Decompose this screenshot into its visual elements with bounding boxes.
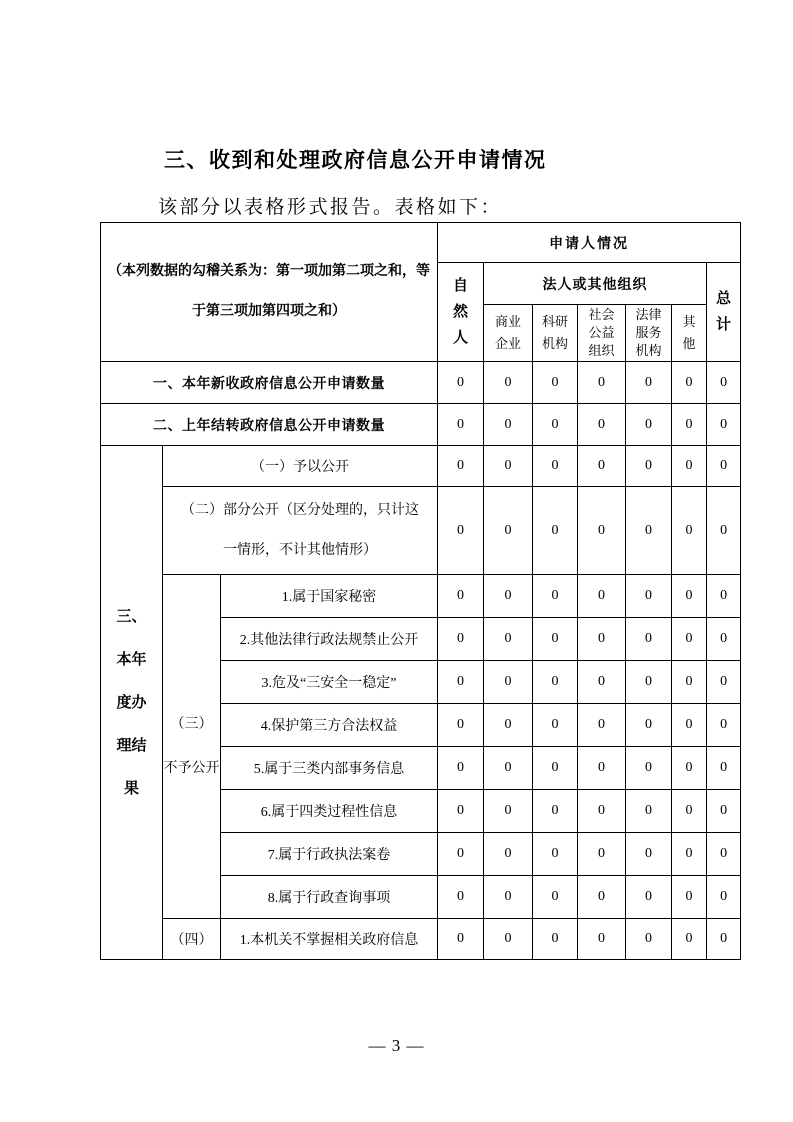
value-cell: 0 — [578, 876, 626, 919]
header-row-1 — [101, 223, 741, 263]
value-cell: 0 — [672, 362, 707, 404]
value-cell: 0 — [438, 446, 484, 487]
value-cell: 0 — [438, 833, 484, 876]
row-label: 一、本年新收政府信息公开申请数量 — [101, 362, 438, 404]
value-cell: 0 — [484, 362, 533, 404]
value-cell: 0 — [578, 833, 626, 876]
row-label — [163, 487, 438, 575]
value-cell: 0 — [672, 790, 707, 833]
header-org-commercial: 商业企业 — [484, 305, 533, 362]
row-label: 6.属于四类过程性信息 — [221, 790, 438, 833]
value-cell: 0 — [533, 446, 578, 487]
intro-text: 该部分以表格形式报告。表格如下： — [158, 197, 503, 218]
value-cell: 0 — [484, 487, 533, 575]
value-cell: 0 — [533, 362, 578, 404]
value-cell: 0 — [672, 876, 707, 919]
value-cell: 0 — [484, 876, 533, 919]
value-cell: 0 — [707, 661, 741, 704]
natural-person-label: 自然人 — [453, 277, 469, 346]
value-cell: 0 — [707, 790, 741, 833]
value-cell: 0 — [578, 747, 626, 790]
value-cell: 0 — [438, 404, 484, 446]
row-label: 1.属于国家秘密 — [221, 575, 438, 618]
value-cell: 0 — [626, 575, 672, 618]
value-cell: 0 — [484, 575, 533, 618]
row-label: （一）予以公开 — [163, 446, 438, 487]
value-cell: 0 — [533, 661, 578, 704]
value-cell: 0 — [438, 661, 484, 704]
value-cell: 0 — [707, 362, 741, 404]
value-cell: 0 — [707, 575, 741, 618]
value-cell: 0 — [626, 790, 672, 833]
value-cell: 0 — [578, 446, 626, 487]
value-cell: 0 — [626, 919, 672, 960]
group-label-cell — [163, 575, 221, 919]
value-cell: 0 — [672, 661, 707, 704]
value-cell: 0 — [707, 833, 741, 876]
header-applicant: 申请人情况 — [438, 223, 741, 263]
value-cell: 0 — [533, 575, 578, 618]
value-cell: 0 — [626, 618, 672, 661]
section-label: 三、本年度办理结果 — [116, 608, 147, 797]
value-cell: 0 — [626, 876, 672, 919]
value-cell: 0 — [626, 661, 672, 704]
value-cell: 0 — [438, 362, 484, 404]
table-row — [101, 575, 741, 618]
value-cell: 0 — [438, 704, 484, 747]
value-cell: 0 — [672, 618, 707, 661]
value-cell: 0 — [533, 487, 578, 575]
value-cell: 0 — [626, 446, 672, 487]
row-label: 1.本机关不掌握相关政府信息 — [221, 919, 438, 960]
value-cell: 0 — [533, 790, 578, 833]
value-cell: 0 — [438, 919, 484, 960]
value-cell: 0 — [438, 618, 484, 661]
value-cell: 0 — [578, 919, 626, 960]
header-total — [707, 263, 741, 362]
value-cell: 0 — [707, 404, 741, 446]
value-cell: 0 — [578, 404, 626, 446]
value-cell: 0 — [533, 704, 578, 747]
value-cell: 0 — [707, 747, 741, 790]
row-label: 二、上年结转政府信息公开申请数量 — [101, 404, 438, 446]
value-cell: 0 — [707, 704, 741, 747]
table-row — [101, 919, 741, 960]
value-cell: 0 — [484, 404, 533, 446]
value-cell: 0 — [484, 747, 533, 790]
header-natural-person — [438, 263, 484, 362]
row-label: 8.属于行政查询事项 — [221, 876, 438, 919]
value-cell: 0 — [578, 618, 626, 661]
value-cell: 0 — [626, 833, 672, 876]
value-cell: 0 — [707, 446, 741, 487]
value-cell: 0 — [484, 919, 533, 960]
value-cell: 0 — [672, 747, 707, 790]
row-label: 4.保护第三方合法权益 — [221, 704, 438, 747]
value-cell: 0 — [578, 704, 626, 747]
section-title: 三、收到和处理政府信息公开申请情况 — [164, 149, 547, 172]
table-row — [101, 487, 741, 575]
value-cell: 0 — [578, 790, 626, 833]
header-legal-org: 法人或其他组织 — [484, 263, 707, 305]
header-org-legal-service: 法律服务机构 — [626, 305, 672, 362]
value-cell: 0 — [707, 618, 741, 661]
value-cell: 0 — [533, 404, 578, 446]
value-cell: 0 — [484, 446, 533, 487]
value-cell: 0 — [533, 876, 578, 919]
value-cell: 0 — [626, 362, 672, 404]
value-cell: 0 — [672, 446, 707, 487]
corner-note-line: 于第三项加第四项之和） — [192, 304, 347, 319]
group-label-line: 不予公开 — [163, 760, 220, 776]
value-cell: 0 — [533, 747, 578, 790]
application-stats-table — [100, 222, 741, 960]
value-cell: 0 — [578, 575, 626, 618]
row-label: 7.属于行政执法案卷 — [221, 833, 438, 876]
value-cell: 0 — [578, 362, 626, 404]
value-cell: 0 — [484, 833, 533, 876]
value-cell: 0 — [626, 404, 672, 446]
value-cell: 0 — [672, 487, 707, 575]
value-cell: 0 — [707, 919, 741, 960]
value-cell: 0 — [438, 575, 484, 618]
value-cell: 0 — [626, 704, 672, 747]
page-number: — 3 — — [368, 1036, 425, 1055]
value-cell: 0 — [626, 487, 672, 575]
row-label: 3.危及“三安全一稳定” — [221, 661, 438, 704]
value-cell: 0 — [626, 747, 672, 790]
corner-note-cell — [101, 223, 438, 362]
header-org-social: 社会公益组织 — [578, 305, 626, 362]
value-cell: 0 — [672, 704, 707, 747]
header-org-research: 科研机构 — [533, 305, 578, 362]
group-label: （四） — [163, 919, 221, 960]
row-label-line: （二）部分公开（区分处理的，只计这 — [181, 502, 420, 518]
value-cell: 0 — [707, 876, 741, 919]
value-cell: 0 — [533, 833, 578, 876]
total-label: 总计 — [716, 290, 732, 333]
row-label-line: 一情形，不计其他情形） — [223, 542, 378, 558]
value-cell: 0 — [578, 661, 626, 704]
value-cell: 0 — [672, 919, 707, 960]
value-cell: 0 — [438, 876, 484, 919]
value-cell: 0 — [484, 618, 533, 661]
corner-note-line: （本列数据的勾稽关系为：第一项加第二项之和，等 — [108, 264, 431, 279]
value-cell: 0 — [672, 575, 707, 618]
table-row — [101, 362, 741, 404]
header-org-other: 其他 — [672, 305, 707, 362]
table-row — [101, 446, 741, 487]
value-cell: 0 — [533, 919, 578, 960]
value-cell: 0 — [672, 833, 707, 876]
table-row — [101, 404, 741, 446]
value-cell: 0 — [578, 487, 626, 575]
value-cell: 0 — [672, 404, 707, 446]
section-label-cell — [101, 446, 163, 960]
value-cell: 0 — [438, 747, 484, 790]
value-cell: 0 — [484, 661, 533, 704]
value-cell: 0 — [533, 618, 578, 661]
value-cell: 0 — [438, 790, 484, 833]
group-label-line: （三） — [170, 716, 213, 732]
value-cell: 0 — [438, 487, 484, 575]
value-cell: 0 — [484, 790, 533, 833]
row-label: 2.其他法律行政法规禁止公开 — [221, 618, 438, 661]
value-cell: 0 — [707, 487, 741, 575]
value-cell: 0 — [484, 704, 533, 747]
row-label: 5.属于三类内部事务信息 — [221, 747, 438, 790]
